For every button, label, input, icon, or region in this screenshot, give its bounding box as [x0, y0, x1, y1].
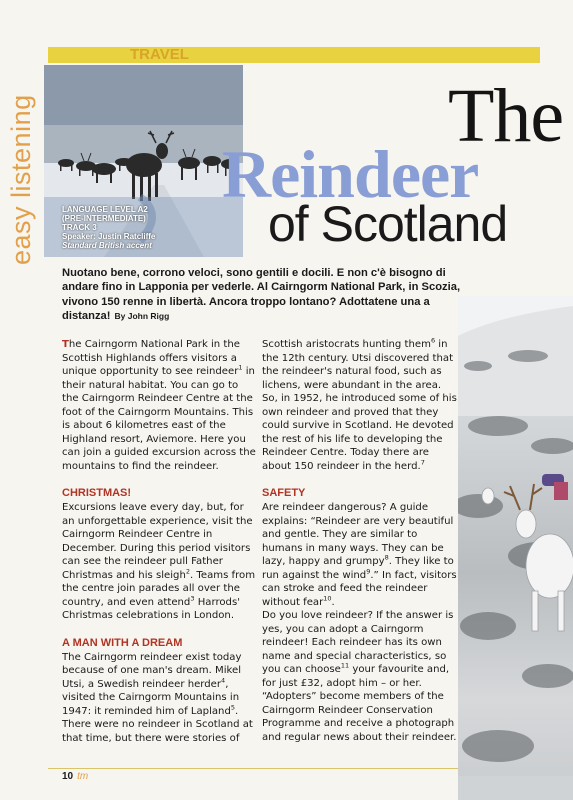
byline: By John Rigg [114, 311, 170, 322]
footnote-ref: 5 [230, 703, 236, 712]
text: Are reindeer dangerous? A guide explains: “Reindeer are very beautiful and gentle. They are similar to humans in many ways. They can be lazy, happy and grumpy [262, 502, 454, 567]
heading-dream: A MAN WITH A DREAM [62, 636, 183, 649]
footnote-ref: 3 [190, 594, 195, 603]
text: your favourite and, for just £32, adopt him – or her. “Adopters” become members of the Cairngorm Reindeer Conservation Programme and receive a photograph and regular news about their reindeer. [262, 664, 457, 743]
article-column-1 [62, 338, 257, 745]
paragraph [262, 609, 457, 744]
audio-info-box [62, 205, 242, 250]
footnote-ref: 6 [430, 336, 436, 345]
language-level-desc: (PRE-INTERMEDIATE) [62, 214, 146, 223]
speaker-accent: Standard British accent [62, 241, 152, 250]
heading-christmas: CHRISTMAS! [62, 487, 132, 499]
intro-paragraph [62, 266, 482, 324]
text: . [331, 596, 335, 608]
article-column-2 [262, 338, 457, 744]
text: Harrods' Christmas celebrations in London. [62, 596, 240, 621]
text: . Teams from the centre join parades all over the country, and even attend [62, 569, 256, 608]
drop-cap: T [62, 339, 69, 350]
language-level: LANGUAGE LEVEL A2 [62, 205, 148, 214]
snow-reindeer-image [458, 296, 573, 800]
magazine-brand: tm [77, 771, 89, 782]
paragraph [62, 501, 257, 623]
section-label: TRAVEL [130, 46, 189, 63]
footnote-ref: 9 [366, 567, 371, 576]
footnote-ref: 8 [384, 553, 389, 562]
page-number: 10 [62, 771, 74, 782]
text: Do you love reindeer? If the answer is yes, you can adopt a Cairngorm reindeer! Each reindeer has its own name and special characteristics, so you can choose [262, 610, 454, 675]
text: he Cairngorm National Park in the Scottish Highlands offers visitors a unique opportunity to see reindeer [62, 339, 240, 377]
footnote-ref: 1 [238, 363, 243, 372]
footnote-ref: 4 [221, 676, 226, 685]
paragraph [62, 651, 257, 746]
title-line-1: The [448, 74, 564, 158]
page-footer [62, 771, 88, 782]
footnote-ref: 11 [340, 661, 350, 670]
track-number: TRACK 3 [62, 223, 97, 232]
footnote-ref: 10 [323, 594, 332, 603]
title-line-2: Reindeer [222, 136, 479, 212]
text: The Cairngorm reindeer exist today because of one man's dream. Mikel Utsi, a Swedish reindeer herder [62, 651, 242, 690]
text: .” In fact, visitors can stroke and feed the reindeer without fear [262, 569, 457, 608]
paragraph [62, 338, 257, 473]
title-line-3: of Scotland [268, 196, 508, 252]
speaker-name: Speaker: Justin Ratcliffe [62, 232, 156, 241]
footnote-ref: 2 [185, 567, 190, 576]
footnote-ref: 7 [420, 458, 425, 467]
text: . There were no reindeer in Scotland at that time, but there were stories of [62, 705, 253, 744]
text: , visited the Cairngorm Mountains in 1947: it reminded him of Lapland [62, 678, 240, 717]
heading-safety: SAFETY [262, 487, 306, 499]
text: in their natural habitat. You can go to the Cairngorm Reindeer Centre at the foot of the Cairngorm Mountains. This is about 6 kilometres east of the Highland resort, Aviemore. Here you can join a guided excursion across the mountains to find the reindeer. [62, 366, 256, 472]
text: Excursions leave every day, but, for an unforgettable experience, visit the Cairngorm Reindeer Centre in December. During this period visitors can see the reindeer pull Father Christmas and his sleigh [62, 502, 253, 581]
side-photo [458, 296, 573, 800]
text: Scottish aristocrats hunting them [262, 339, 431, 350]
text: in the 12th century. Utsi discovered that the reindeer's natural food, such as lichens, were abundant in the area. So, in 1952, he introduced some of his own reindeer and proved that they could survive in Scotland. He devoted the rest of his life to developing the Reindeer Centre. Today there are about 150 reindeer in the herd. [262, 339, 457, 472]
paragraph [262, 501, 457, 609]
paragraph [262, 338, 457, 473]
side-label: easy listening [6, 94, 36, 265]
section-bar [48, 47, 540, 63]
text: . They like to run against the wind [262, 556, 454, 581]
footer-rule [48, 768, 458, 769]
intro-text: Nuotano bene, corrono veloci, sono gentili e docili. E non c'è bisogno di andare fino in Lapponia per vederle. Al Cairngorm National Park, in Scozia, vivono 150 renne in libertà. Ancora troppo lontano? Adottatene una a distanza! [62, 267, 461, 323]
